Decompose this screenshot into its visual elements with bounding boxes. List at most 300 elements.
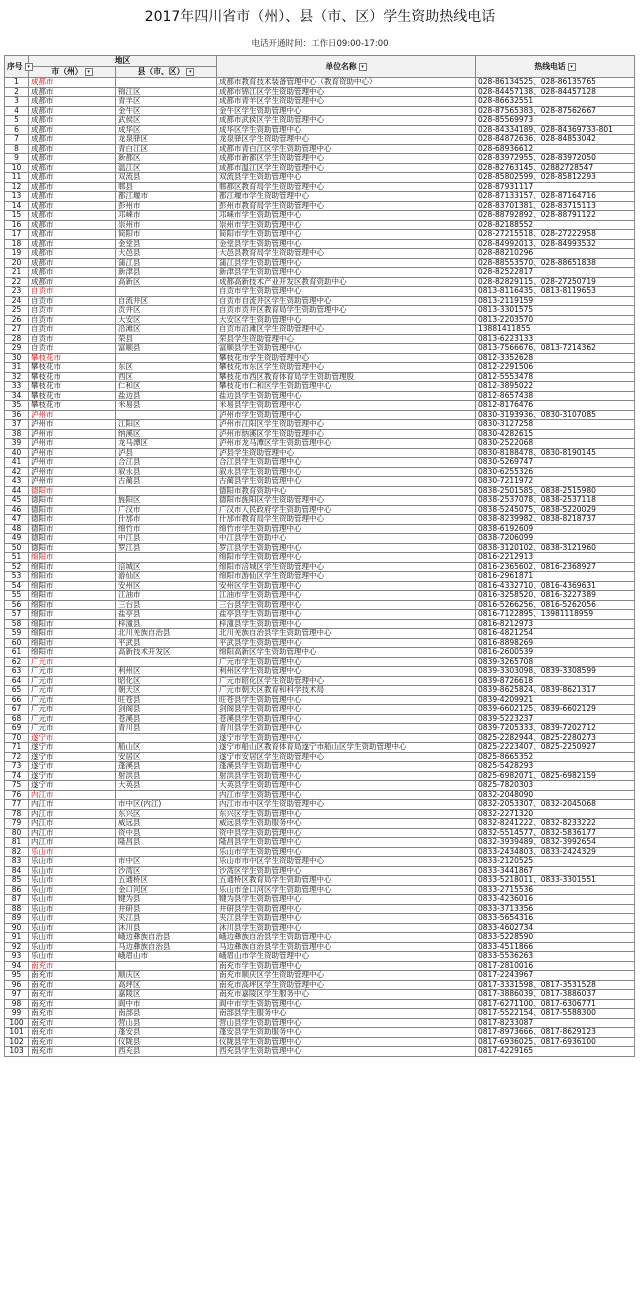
county-cell[interactable]: 简阳市 bbox=[116, 230, 217, 240]
county-cell[interactable]: 江阳区 bbox=[116, 420, 217, 430]
index-cell[interactable]: 41 bbox=[5, 458, 29, 468]
city-cell[interactable]: 遂宁市 bbox=[29, 762, 116, 772]
county-cell[interactable]: 蒲江县 bbox=[116, 258, 217, 268]
county-cell[interactable]: 沙湾区 bbox=[116, 866, 217, 876]
phone-cell[interactable]: 028-85802599、028-85812293 bbox=[476, 173, 635, 183]
city-cell[interactable]: 泸州市 bbox=[29, 477, 116, 487]
city-cell[interactable]: 绵阳市 bbox=[29, 648, 116, 658]
index-cell[interactable]: 56 bbox=[5, 600, 29, 610]
county-cell[interactable]: 嘉陵区 bbox=[116, 990, 217, 1000]
unit-cell[interactable]: 南充市高坪区学生资助管理中心 bbox=[217, 980, 476, 990]
unit-cell[interactable]: 龙泉驿区学生资助管理中心 bbox=[217, 135, 476, 145]
county-cell[interactable]: 什邡市 bbox=[116, 515, 217, 525]
index-cell[interactable]: 62 bbox=[5, 657, 29, 667]
phone-cell[interactable]: 0825-5428293 bbox=[476, 762, 635, 772]
city-cell[interactable]: 自贡市 bbox=[29, 325, 116, 335]
unit-cell[interactable]: 蒲江县学生资助管理中心 bbox=[217, 258, 476, 268]
city-cell[interactable]: 攀枝花市 bbox=[29, 363, 116, 373]
county-cell[interactable] bbox=[116, 78, 217, 88]
unit-cell[interactable]: 阆中市学生资助管理中心 bbox=[217, 999, 476, 1009]
county-cell[interactable]: 叙永县 bbox=[116, 467, 217, 477]
index-cell[interactable]: 19 bbox=[5, 249, 29, 259]
unit-cell[interactable]: 北川羌族自治县学生资助管理中心 bbox=[217, 629, 476, 639]
city-cell[interactable]: 成都市 bbox=[29, 192, 116, 202]
unit-cell[interactable]: 青川县学生资助管理中心 bbox=[217, 724, 476, 734]
city-cell[interactable]: 自贡市 bbox=[29, 344, 116, 354]
unit-cell[interactable]: 泸州市龙马潭区学生资助管理中心 bbox=[217, 439, 476, 449]
unit-cell[interactable]: 遂宁市安居区学生资助管理中心 bbox=[217, 752, 476, 762]
phone-cell[interactable]: 0817-8233087 bbox=[476, 1018, 635, 1028]
index-cell[interactable]: 11 bbox=[5, 173, 29, 183]
unit-cell[interactable]: 自贡市沿滩区学生资助管理中心 bbox=[217, 325, 476, 335]
city-cell[interactable]: 成都市 bbox=[29, 277, 116, 287]
county-cell[interactable]: 昭化区 bbox=[116, 676, 217, 686]
phone-cell[interactable]: 0838-5245075、0838-5220029 bbox=[476, 505, 635, 515]
index-cell[interactable]: 96 bbox=[5, 980, 29, 990]
city-cell[interactable]: 攀枝花市 bbox=[29, 353, 116, 363]
phone-cell[interactable]: 0825-6982071、0825-6982159 bbox=[476, 771, 635, 781]
phone-cell[interactable]: 0839-3265708 bbox=[476, 657, 635, 667]
city-cell[interactable]: 绵阳市 bbox=[29, 553, 116, 563]
city-cell[interactable]: 乐山市 bbox=[29, 847, 116, 857]
county-cell[interactable]: 锦江区 bbox=[116, 87, 217, 97]
phone-cell[interactable]: 0833-3441867 bbox=[476, 866, 635, 876]
unit-cell[interactable]: 蓬溪县学生资助管理中心 bbox=[217, 762, 476, 772]
county-cell[interactable]: 都江堰市 bbox=[116, 192, 217, 202]
county-cell[interactable]: 高坪区 bbox=[116, 980, 217, 990]
phone-cell[interactable]: 0825-2282944、0825-2280273 bbox=[476, 733, 635, 743]
city-cell[interactable]: 德阳市 bbox=[29, 505, 116, 515]
city-cell[interactable]: 内江市 bbox=[29, 828, 116, 838]
county-cell[interactable]: 安居区 bbox=[116, 752, 217, 762]
city-cell[interactable]: 乐山市 bbox=[29, 923, 116, 933]
phone-cell[interactable]: 0816-4821254 bbox=[476, 629, 635, 639]
county-cell[interactable]: 安州区 bbox=[116, 581, 217, 591]
index-cell[interactable]: 15 bbox=[5, 211, 29, 221]
county-cell[interactable]: 龙马潭区 bbox=[116, 439, 217, 449]
county-cell[interactable]: 绵竹市 bbox=[116, 524, 217, 534]
city-cell[interactable]: 成都市 bbox=[29, 201, 116, 211]
phone-cell[interactable]: 0838-8239982、0838-8218737 bbox=[476, 515, 635, 525]
phone-cell[interactable]: 028-88210296 bbox=[476, 249, 635, 259]
phone-cell[interactable]: 0839-7205333、0839-7202712 bbox=[476, 724, 635, 734]
phone-cell[interactable]: 028-86632551 bbox=[476, 97, 635, 107]
county-cell[interactable]: 青川县 bbox=[116, 724, 217, 734]
county-cell[interactable]: 泸县 bbox=[116, 448, 217, 458]
unit-cell[interactable]: 自贡市贡井区教育局学生资助管理中心 bbox=[217, 306, 476, 316]
county-cell[interactable]: 沐川县 bbox=[116, 923, 217, 933]
unit-cell[interactable]: 彭州市教育局学生资助管理中心 bbox=[217, 201, 476, 211]
city-cell[interactable]: 乐山市 bbox=[29, 866, 116, 876]
county-cell[interactable]: 高新区 bbox=[116, 277, 217, 287]
county-cell[interactable]: 东兴区 bbox=[116, 809, 217, 819]
unit-cell[interactable]: 东兴区学生资助管理中心 bbox=[217, 809, 476, 819]
filter-dropdown-icon[interactable]: ▾ bbox=[186, 68, 194, 76]
city-cell[interactable]: 乐山市 bbox=[29, 895, 116, 905]
index-cell[interactable]: 39 bbox=[5, 439, 29, 449]
county-cell[interactable]: 盐边县 bbox=[116, 391, 217, 401]
unit-cell[interactable]: 广汉市人民政府学生资助管理中心 bbox=[217, 505, 476, 515]
unit-cell[interactable]: 崇州市学生资助管理中心 bbox=[217, 220, 476, 230]
city-cell[interactable]: 内江市 bbox=[29, 819, 116, 829]
city-cell[interactable]: 南充市 bbox=[29, 990, 116, 1000]
index-cell[interactable]: 80 bbox=[5, 828, 29, 838]
city-cell[interactable]: 德阳市 bbox=[29, 486, 116, 496]
city-cell[interactable]: 绵阳市 bbox=[29, 562, 116, 572]
phone-cell[interactable]: 0833-4236016 bbox=[476, 895, 635, 905]
unit-cell[interactable]: 富顺县学生资助管理中心 bbox=[217, 344, 476, 354]
index-cell[interactable]: 17 bbox=[5, 230, 29, 240]
phone-cell[interactable]: 028-87565383、028-87562667 bbox=[476, 106, 635, 116]
county-cell[interactable]: 成华区 bbox=[116, 125, 217, 135]
city-cell[interactable]: 广元市 bbox=[29, 714, 116, 724]
index-cell[interactable]: 5 bbox=[5, 116, 29, 126]
index-cell[interactable]: 40 bbox=[5, 448, 29, 458]
unit-cell[interactable]: 成都市教育技术装备管理中心（教育资助中心） bbox=[217, 78, 476, 88]
unit-cell[interactable]: 绵竹市学生资助管理中心 bbox=[217, 524, 476, 534]
phone-cell[interactable]: 0830-8188478、0830-8190145 bbox=[476, 448, 635, 458]
county-cell[interactable]: 旺苍县 bbox=[116, 695, 217, 705]
county-cell[interactable]: 荣县 bbox=[116, 334, 217, 344]
phone-cell[interactable]: 0813-8116435、0813-8119653 bbox=[476, 287, 635, 297]
city-cell[interactable]: 德阳市 bbox=[29, 515, 116, 525]
phone-cell[interactable]: 0838-7206099 bbox=[476, 534, 635, 544]
phone-cell[interactable]: 0833-5536263 bbox=[476, 952, 635, 962]
city-cell[interactable]: 成都市 bbox=[29, 78, 116, 88]
county-cell[interactable]: 富顺县 bbox=[116, 344, 217, 354]
unit-cell[interactable]: 简阳市学生资助管理中心 bbox=[217, 230, 476, 240]
city-cell[interactable]: 成都市 bbox=[29, 182, 116, 192]
county-cell[interactable]: 西区 bbox=[116, 372, 217, 382]
phone-cell[interactable]: 0830-5269747 bbox=[476, 458, 635, 468]
county-cell[interactable]: 双流县 bbox=[116, 173, 217, 183]
city-cell[interactable]: 自贡市 bbox=[29, 306, 116, 316]
city-cell[interactable]: 泸州市 bbox=[29, 448, 116, 458]
unit-cell[interactable]: 营山县学生资助管理中心 bbox=[217, 1018, 476, 1028]
city-cell[interactable]: 绵阳市 bbox=[29, 572, 116, 582]
index-cell[interactable]: 12 bbox=[5, 182, 29, 192]
phone-cell[interactable]: 028-87133157、028-87164716 bbox=[476, 192, 635, 202]
phone-cell[interactable]: 028-82763145、02882728547 bbox=[476, 163, 635, 173]
phone-cell[interactable]: 0832-2271320 bbox=[476, 809, 635, 819]
unit-cell[interactable]: 泸州市纳溪区学生资助管理中心 bbox=[217, 429, 476, 439]
index-cell[interactable]: 68 bbox=[5, 714, 29, 724]
county-cell[interactable]: 郫县 bbox=[116, 182, 217, 192]
unit-cell[interactable]: 叙永县学生资助管理中心 bbox=[217, 467, 476, 477]
index-cell[interactable]: 73 bbox=[5, 762, 29, 772]
city-cell[interactable]: 乐山市 bbox=[29, 942, 116, 952]
index-cell[interactable]: 61 bbox=[5, 648, 29, 658]
index-cell[interactable]: 60 bbox=[5, 638, 29, 648]
county-cell[interactable]: 阆中市 bbox=[116, 999, 217, 1009]
index-cell[interactable]: 52 bbox=[5, 562, 29, 572]
phone-cell[interactable]: 0817-6271100、0817-6306771 bbox=[476, 999, 635, 1009]
index-header[interactable]: 序号 ▾ bbox=[5, 56, 29, 78]
index-cell[interactable]: 65 bbox=[5, 686, 29, 696]
unit-cell[interactable]: 郫都区教育局学生资助管理中心 bbox=[217, 182, 476, 192]
city-cell[interactable]: 成都市 bbox=[29, 258, 116, 268]
unit-cell[interactable]: 大英县学生资助管理中心 bbox=[217, 781, 476, 791]
phone-cell[interactable]: 028-84992013、028-84993532 bbox=[476, 239, 635, 249]
index-cell[interactable]: 83 bbox=[5, 857, 29, 867]
county-cell[interactable]: 平武县 bbox=[116, 638, 217, 648]
county-cell[interactable]: 梓潼县 bbox=[116, 619, 217, 629]
phone-cell[interactable]: 0832-8241222、0832-8233222 bbox=[476, 819, 635, 829]
county-cell[interactable]: 资中县 bbox=[116, 828, 217, 838]
county-cell[interactable]: 广汉市 bbox=[116, 505, 217, 515]
county-cell[interactable]: 威远县 bbox=[116, 819, 217, 829]
unit-cell[interactable]: 广元市昭化区学生资助管理中心 bbox=[217, 676, 476, 686]
unit-cell[interactable]: 自贡市学生资助管理中心 bbox=[217, 287, 476, 297]
index-cell[interactable]: 24 bbox=[5, 296, 29, 306]
county-cell[interactable]: 朝天区 bbox=[116, 686, 217, 696]
phone-cell[interactable]: 0833-2120525 bbox=[476, 857, 635, 867]
unit-cell[interactable]: 乐山市市中区学生资助管理中心 bbox=[217, 857, 476, 867]
county-cell[interactable]: 贡井区 bbox=[116, 306, 217, 316]
index-cell[interactable]: 98 bbox=[5, 999, 29, 1009]
phone-cell[interactable]: 0816-2600539 bbox=[476, 648, 635, 658]
index-cell[interactable]: 100 bbox=[5, 1018, 29, 1028]
unit-cell[interactable]: 都江堰市学生资助管理中心 bbox=[217, 192, 476, 202]
phone-cell[interactable]: 0817-3331598、0817-3531528 bbox=[476, 980, 635, 990]
phone-cell[interactable]: 0830-3127258 bbox=[476, 420, 635, 430]
phone-cell[interactable]: 028-84457138、028-84457128 bbox=[476, 87, 635, 97]
county-cell[interactable]: 剑阁县 bbox=[116, 705, 217, 715]
unit-cell[interactable]: 乐山市金口河区学生资助管理中心 bbox=[217, 885, 476, 895]
index-cell[interactable]: 93 bbox=[5, 952, 29, 962]
index-cell[interactable]: 75 bbox=[5, 781, 29, 791]
phone-cell[interactable]: 0813-3301575 bbox=[476, 306, 635, 316]
phone-cell[interactable]: 0816-5266256、0816-5262056 bbox=[476, 600, 635, 610]
index-cell[interactable]: 29 bbox=[5, 344, 29, 354]
phone-cell[interactable]: 0825-2223407、0825-2250927 bbox=[476, 743, 635, 753]
county-cell[interactable]: 南部县 bbox=[116, 1009, 217, 1019]
city-cell[interactable]: 成都市 bbox=[29, 125, 116, 135]
county-cell[interactable]: 大安区 bbox=[116, 315, 217, 325]
county-cell[interactable]: 井研县 bbox=[116, 904, 217, 914]
city-cell[interactable]: 遂宁市 bbox=[29, 752, 116, 762]
filter-dropdown-icon[interactable]: ▾ bbox=[85, 68, 93, 76]
city-cell[interactable]: 自贡市 bbox=[29, 287, 116, 297]
county-cell[interactable]: 利州区 bbox=[116, 667, 217, 677]
index-cell[interactable]: 27 bbox=[5, 325, 29, 335]
county-cell[interactable]: 东区 bbox=[116, 363, 217, 373]
phone-cell[interactable]: 0830-4282615 bbox=[476, 429, 635, 439]
county-cell[interactable]: 自流井区 bbox=[116, 296, 217, 306]
index-cell[interactable]: 97 bbox=[5, 990, 29, 1000]
city-cell[interactable]: 德阳市 bbox=[29, 496, 116, 506]
index-cell[interactable]: 18 bbox=[5, 239, 29, 249]
unit-cell[interactable]: 西充县学生资助管理中心 bbox=[217, 1047, 476, 1057]
county-cell[interactable]: 苍溪县 bbox=[116, 714, 217, 724]
phone-cell[interactable]: 0817-4229165 bbox=[476, 1047, 635, 1057]
phone-cell[interactable]: 0830-7211972 bbox=[476, 477, 635, 487]
unit-cell[interactable]: 平武县学生资助管理中心 bbox=[217, 638, 476, 648]
phone-cell[interactable]: 0817-2243967 bbox=[476, 971, 635, 981]
unit-cell[interactable]: 泸州市学生资助管理中心 bbox=[217, 410, 476, 420]
unit-cell[interactable]: 泸州市江阳区学生资助管理中心 bbox=[217, 420, 476, 430]
phone-cell[interactable]: 028-85569973 bbox=[476, 116, 635, 126]
city-cell[interactable]: 广元市 bbox=[29, 686, 116, 696]
city-cell[interactable]: 内江市 bbox=[29, 800, 116, 810]
city-cell[interactable]: 遂宁市 bbox=[29, 781, 116, 791]
phone-cell[interactable]: 0813-2119159 bbox=[476, 296, 635, 306]
city-cell[interactable]: 绵阳市 bbox=[29, 591, 116, 601]
county-cell[interactable]: 崇州市 bbox=[116, 220, 217, 230]
filter-dropdown-icon[interactable]: ▾ bbox=[25, 63, 33, 71]
index-cell[interactable]: 70 bbox=[5, 733, 29, 743]
unit-cell[interactable]: 攀枝花市西区教育体育局学生资助管理股 bbox=[217, 372, 476, 382]
unit-cell[interactable]: 自贡市自流井区学生资助管理中心 bbox=[217, 296, 476, 306]
unit-cell[interactable]: 成都市青羊区学生资助管理中心 bbox=[217, 97, 476, 107]
phone-cell[interactable]: 0812-8176476 bbox=[476, 401, 635, 411]
unit-cell[interactable]: 什邡市教育局学生资助管理中心 bbox=[217, 515, 476, 525]
city-cell[interactable]: 自贡市 bbox=[29, 315, 116, 325]
index-cell[interactable]: 101 bbox=[5, 1028, 29, 1038]
unit-cell[interactable]: 盐亭县学生资助管理中心 bbox=[217, 610, 476, 620]
county-cell[interactable]: 盐亭县 bbox=[116, 610, 217, 620]
unit-cell[interactable]: 梓潼县学生资助管理中心 bbox=[217, 619, 476, 629]
city-cell[interactable]: 内江市 bbox=[29, 809, 116, 819]
unit-cell[interactable]: 安州区学生资助管理中心 bbox=[217, 581, 476, 591]
unit-cell[interactable]: 五通桥区教育局学生资助管理中心 bbox=[217, 876, 476, 886]
phone-cell[interactable]: 0817-3886039、0817-3886037 bbox=[476, 990, 635, 1000]
city-cell[interactable]: 广元市 bbox=[29, 657, 116, 667]
city-cell[interactable]: 绵阳市 bbox=[29, 629, 116, 639]
index-cell[interactable]: 26 bbox=[5, 315, 29, 325]
phone-cell[interactable]: 0817-5522154、0817-5588300 bbox=[476, 1009, 635, 1019]
city-cell[interactable]: 遂宁市 bbox=[29, 733, 116, 743]
index-cell[interactable]: 33 bbox=[5, 382, 29, 392]
city-cell[interactable]: 成都市 bbox=[29, 249, 116, 259]
county-cell[interactable]: 仪陇县 bbox=[116, 1037, 217, 1047]
index-cell[interactable]: 81 bbox=[5, 838, 29, 848]
phone-cell[interactable]: 0833-5654316 bbox=[476, 914, 635, 924]
phone-cell[interactable]: 028-86134525、028-86135765 bbox=[476, 78, 635, 88]
unit-cell[interactable]: 峨边彝族自治县学生资助管理中心 bbox=[217, 933, 476, 943]
phone-cell[interactable]: 0812-3352628 bbox=[476, 353, 635, 363]
unit-cell[interactable]: 米易县学生资助管理中心 bbox=[217, 401, 476, 411]
county-cell[interactable]: 大邑县 bbox=[116, 249, 217, 259]
phone-cell[interactable]: 0839-3303098、0839-3308599 bbox=[476, 667, 635, 677]
index-cell[interactable]: 13 bbox=[5, 192, 29, 202]
index-cell[interactable]: 84 bbox=[5, 866, 29, 876]
phone-cell[interactable]: 0838-3120102、0838-3121960 bbox=[476, 543, 635, 553]
unit-cell[interactable]: 成都市温江区学生资助管理中心 bbox=[217, 163, 476, 173]
index-cell[interactable]: 64 bbox=[5, 676, 29, 686]
city-cell[interactable]: 绵阳市 bbox=[29, 610, 116, 620]
index-cell[interactable]: 74 bbox=[5, 771, 29, 781]
index-cell[interactable]: 1 bbox=[5, 78, 29, 88]
index-cell[interactable]: 54 bbox=[5, 581, 29, 591]
index-cell[interactable]: 28 bbox=[5, 334, 29, 344]
index-cell[interactable]: 72 bbox=[5, 752, 29, 762]
city-cell[interactable]: 成都市 bbox=[29, 230, 116, 240]
phone-cell[interactable]: 028-84872636、028-84853042 bbox=[476, 135, 635, 145]
county-cell[interactable]: 沿滩区 bbox=[116, 325, 217, 335]
index-cell[interactable]: 95 bbox=[5, 971, 29, 981]
city-cell[interactable]: 泸州市 bbox=[29, 420, 116, 430]
index-cell[interactable]: 10 bbox=[5, 163, 29, 173]
index-cell[interactable]: 53 bbox=[5, 572, 29, 582]
city-cell[interactable]: 南充市 bbox=[29, 1018, 116, 1028]
city-cell[interactable]: 泸州市 bbox=[29, 439, 116, 449]
index-cell[interactable]: 86 bbox=[5, 885, 29, 895]
city-header[interactable]: 市（州） ▾ bbox=[29, 67, 116, 78]
phone-cell[interactable]: 0839-5223237 bbox=[476, 714, 635, 724]
index-cell[interactable]: 94 bbox=[5, 961, 29, 971]
county-cell[interactable]: 温江区 bbox=[116, 163, 217, 173]
phone-cell[interactable]: 0838-2537078、0838-2537118 bbox=[476, 496, 635, 506]
phone-header[interactable]: 热线电话 ▾ bbox=[476, 56, 635, 78]
county-cell[interactable]: 邛崃市 bbox=[116, 211, 217, 221]
city-cell[interactable]: 成都市 bbox=[29, 268, 116, 278]
phone-cell[interactable]: 028-83701381、028-83715113 bbox=[476, 201, 635, 211]
phone-cell[interactable]: 028-82188552 bbox=[476, 220, 635, 230]
city-cell[interactable]: 成都市 bbox=[29, 87, 116, 97]
index-cell[interactable]: 45 bbox=[5, 496, 29, 506]
index-cell[interactable]: 103 bbox=[5, 1047, 29, 1057]
phone-cell[interactable]: 028-82522817 bbox=[476, 268, 635, 278]
city-cell[interactable]: 攀枝花市 bbox=[29, 372, 116, 382]
index-cell[interactable]: 63 bbox=[5, 667, 29, 677]
phone-cell[interactable]: 0832-5514577、0832-5836177 bbox=[476, 828, 635, 838]
county-cell[interactable]: 金口河区 bbox=[116, 885, 217, 895]
unit-cell[interactable]: 荣县学生资助管理中心 bbox=[217, 334, 476, 344]
index-cell[interactable]: 57 bbox=[5, 610, 29, 620]
unit-cell[interactable]: 新津县学生资助管理中心 bbox=[217, 268, 476, 278]
county-cell[interactable]: 青羊区 bbox=[116, 97, 217, 107]
unit-cell[interactable]: 沐川县学生资助管理中心 bbox=[217, 923, 476, 933]
index-cell[interactable]: 49 bbox=[5, 534, 29, 544]
phone-cell[interactable]: 0838-2501585、0838-2515980 bbox=[476, 486, 635, 496]
county-cell[interactable]: 大英县 bbox=[116, 781, 217, 791]
city-cell[interactable]: 泸州市 bbox=[29, 467, 116, 477]
city-cell[interactable]: 泸州市 bbox=[29, 458, 116, 468]
county-cell[interactable]: 龙泉驿区 bbox=[116, 135, 217, 145]
city-cell[interactable]: 乐山市 bbox=[29, 876, 116, 886]
phone-cell[interactable]: 0812-3895022 bbox=[476, 382, 635, 392]
county-cell[interactable]: 合江县 bbox=[116, 458, 217, 468]
unit-cell[interactable]: 三台县学生资助管理中心 bbox=[217, 600, 476, 610]
county-cell[interactable]: 涪城区 bbox=[116, 562, 217, 572]
index-cell[interactable]: 2 bbox=[5, 87, 29, 97]
city-cell[interactable]: 自贡市 bbox=[29, 296, 116, 306]
index-cell[interactable]: 36 bbox=[5, 410, 29, 420]
unit-cell[interactable]: 泸县学生资助管理中心 bbox=[217, 448, 476, 458]
phone-cell[interactable]: 0839-8726618 bbox=[476, 676, 635, 686]
unit-cell[interactable]: 邛崃市学生资助管理中心 bbox=[217, 211, 476, 221]
unit-cell[interactable]: 南部县学生服务中心 bbox=[217, 1009, 476, 1019]
phone-cell[interactable]: 0830-2522068 bbox=[476, 439, 635, 449]
phone-cell[interactable]: 0833-4602734 bbox=[476, 923, 635, 933]
phone-cell[interactable]: 028-88792892、028-88791122 bbox=[476, 211, 635, 221]
phone-cell[interactable]: 0833-2715536 bbox=[476, 885, 635, 895]
city-cell[interactable]: 南充市 bbox=[29, 1037, 116, 1047]
phone-cell[interactable]: 0816-2212913 bbox=[476, 553, 635, 563]
city-cell[interactable]: 绵阳市 bbox=[29, 619, 116, 629]
phone-cell[interactable]: 0838-6192609 bbox=[476, 524, 635, 534]
unit-cell[interactable]: 罗江县学生资助管理中心 bbox=[217, 543, 476, 553]
phone-cell[interactable]: 0839-6602125、0839-6602129 bbox=[476, 705, 635, 715]
index-cell[interactable]: 34 bbox=[5, 391, 29, 401]
phone-cell[interactable]: 028-84334189、028-84369733-801 bbox=[476, 125, 635, 135]
index-cell[interactable]: 23 bbox=[5, 287, 29, 297]
city-cell[interactable]: 攀枝花市 bbox=[29, 382, 116, 392]
city-cell[interactable]: 成都市 bbox=[29, 97, 116, 107]
city-cell[interactable]: 德阳市 bbox=[29, 534, 116, 544]
city-cell[interactable]: 德阳市 bbox=[29, 543, 116, 553]
